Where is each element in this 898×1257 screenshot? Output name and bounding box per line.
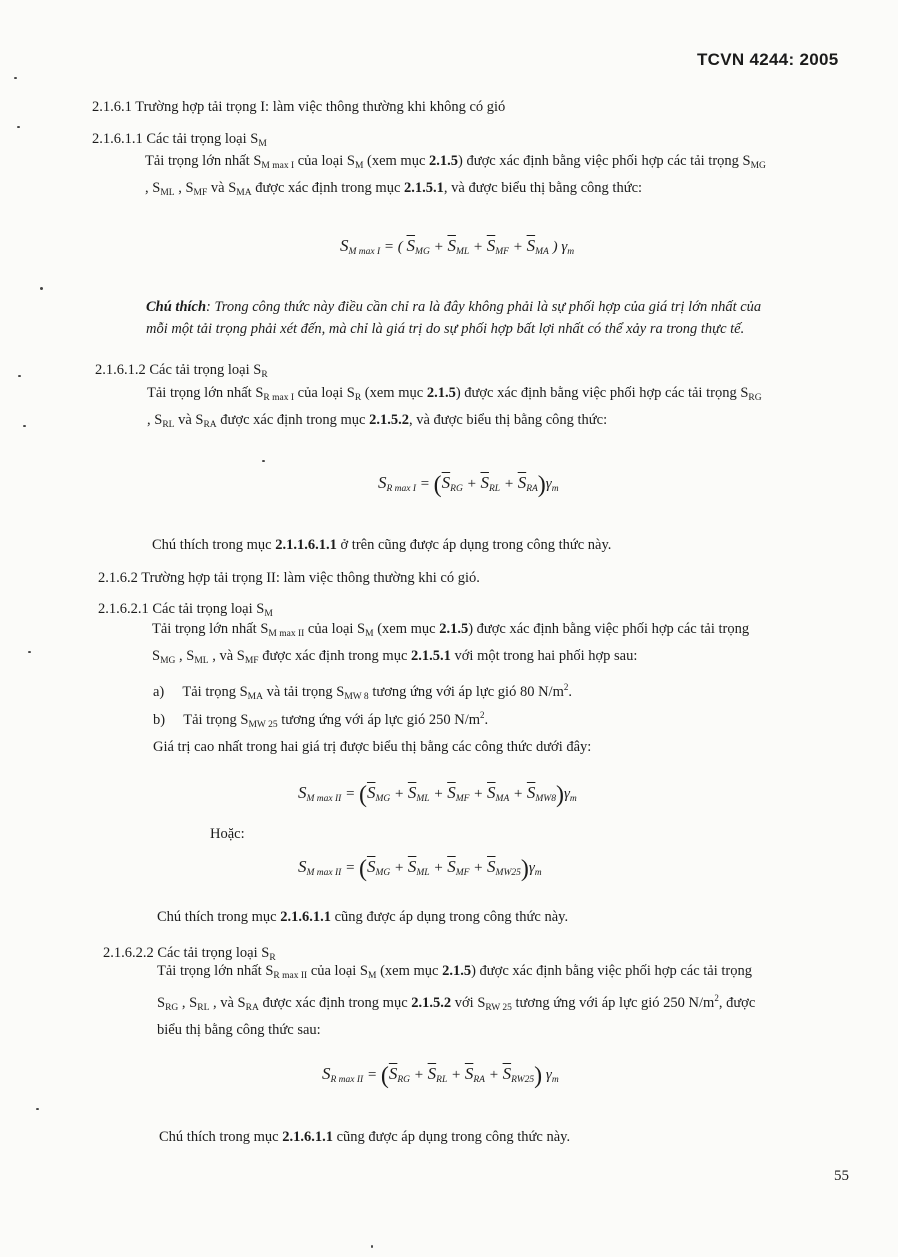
- section-21622-paragraph: Tải trọng lớn nhất $S_{R max II}$ của loại $S_M$ (xem mục 2.1.5) được xác định bằng việc phối hợp các tải trọng $S_{RG}$ , $S_{RL}$ , và $S_{RA}$ được xác định trong mục 2.1.5.2 với $S_{RW 25}$ tương ứng với áp lực gió 250 $N/m^2$, được biểu thị bằng công thức sau:: [157, 963, 756, 1038]
- scan-speck: [18, 375, 21, 377]
- section-21611-paragraph: Tải trọng lớn nhất $S_{M max I}$ của loại $S_M$ (xem mục 2.1.5) được xác định bằng việc phối hợp các tải trọng $S_{MG}$ , $S_{ML}$ , $S_{MF}$ và $S_{MA}$ được xác định trong mục 2.1.5.1, và được biểu thị bằng công thức:: [145, 153, 766, 198]
- list-item-a: a) Tải trọng $S_{MA}$ và tải trọng $S_{MW 8}$ tương ứng với áp lực gió 80 $N/m^2$.: [153, 682, 572, 702]
- note-21612: Chú thích trong mục 2.1.1.6.1.1 ở trên cũng được áp dụng trong công thức này.: [152, 537, 612, 553]
- section-21622-heading: 2.1.6.2.2 Các tải trọng loại $S_R$: [103, 945, 276, 963]
- scan-speck: [14, 77, 17, 79]
- formula-m-max-ii-a: $S_{M max II} = (\overline{S}_{MG} + \overline{S}_{ML} + \overline{S}_{MF} + \overline{S}_{MA} + \overline{S}_{MW8})\gamma_m$: [298, 782, 577, 808]
- standard-code: TCVN 4244: 2005: [697, 50, 839, 69]
- section-21612-heading: 2.1.6.1.2 Các tải trọng loại $S_R$: [95, 362, 268, 380]
- note-italic: Chú thích: Trong công thức này điều cần chỉ ra là đây không phải là sự phối hợp của giá trị lớn nhất của mỗi một tải trọng phải xét đến, mà chỉ là giá trị do sự phối hợp bất lợi nhất có thể xảy ra trong thực tế.: [146, 299, 762, 337]
- max-value-text: Giá trị cao nhất trong hai giá trị được biểu thị bằng các công thức dưới đây:: [153, 739, 592, 755]
- scan-speck: [17, 126, 20, 128]
- formula-m-max-i: $S_{M max I}$ = ( $\overline{S}_{MG} + \overline{S}_{ML} + \overline{S}_{MF} + \overline{S}_{MA}$ ) $\gamma_m$: [340, 236, 575, 257]
- note-21622: Chú thích trong mục 2.1.6.1.1 cũng được áp dụng trong công thức này.: [159, 1129, 571, 1145]
- or-text: Hoặc:: [210, 826, 245, 842]
- scan-speck: [262, 460, 265, 462]
- formula-m-max-ii-b: $S_{M max II} = (\overline{S}_{MG} + \overline{S}_{ML} + \overline{S}_{MF} + \overline{S}_{MW25})\gamma_m$: [298, 856, 542, 882]
- section-21612-paragraph: Tải trọng lớn nhất $S_{R max I}$ của loại $S_R$ (xem mục 2.1.5) được xác định bằng việc phối hợp các tải trọng $S_{RG}$ , $S_{RL}$ và $S_{RA}$ được xác định trong mục 2.1.5.2, và được biểu thị bằng công thức:: [147, 385, 762, 430]
- scan-speck: [371, 1245, 373, 1248]
- scan-speck: [23, 425, 26, 427]
- scan-speck: [40, 287, 43, 290]
- scan-speck: [36, 1108, 39, 1110]
- formula-r-max-i: $S_{R max I} = (\overline{S}_{RG} + \overline{S}_{RL} + \overline{S}_{RA})\gamma_m$: [378, 472, 559, 498]
- section-21621-heading: 2.1.6.2.1 Các tải trọng loại $S_M$: [98, 601, 273, 619]
- formula-r-max-ii: $S_{R max II} = (\overline{S}_{RG} + \overline{S}_{RL} + \overline{S}_{RA} + \overline{S}_{RW25})$ $\gamma_m$: [322, 1063, 559, 1089]
- scan-speck: [28, 651, 31, 653]
- list-item-b: b) Tải trọng $S_{MW 25}$ tương ứng với áp lực gió 250 $N/m^2$.: [153, 710, 489, 730]
- section-21611-heading: 2.1.6.1.1 Các tải trọng loại $S_M$: [92, 131, 267, 149]
- section-2162-heading: 2.1.6.2 Trường hợp tải trọng II: làm việc thông thường khi có gió.: [98, 570, 480, 586]
- section-21621-paragraph: Tải trọng lớn nhất $S_{M max II}$ của loại $S_M$ (xem mục 2.1.5) được xác định bằng việc phối hợp các tải trọng $S_{MG}$ , $S_{ML}$ , và $S_{MF}$ được xác định trong mục 2.1.5.1 với một trong hai phối hợp sau:: [152, 621, 750, 666]
- note-21621: Chú thích trong mục 2.1.6.1.1 cũng được áp dụng trong công thức này.: [157, 909, 569, 925]
- page-number: 55: [834, 1168, 849, 1184]
- section-2161-heading: 2.1.6.1 Trường hợp tải trọng I: làm việc thông thường khi không có gió: [92, 99, 506, 115]
